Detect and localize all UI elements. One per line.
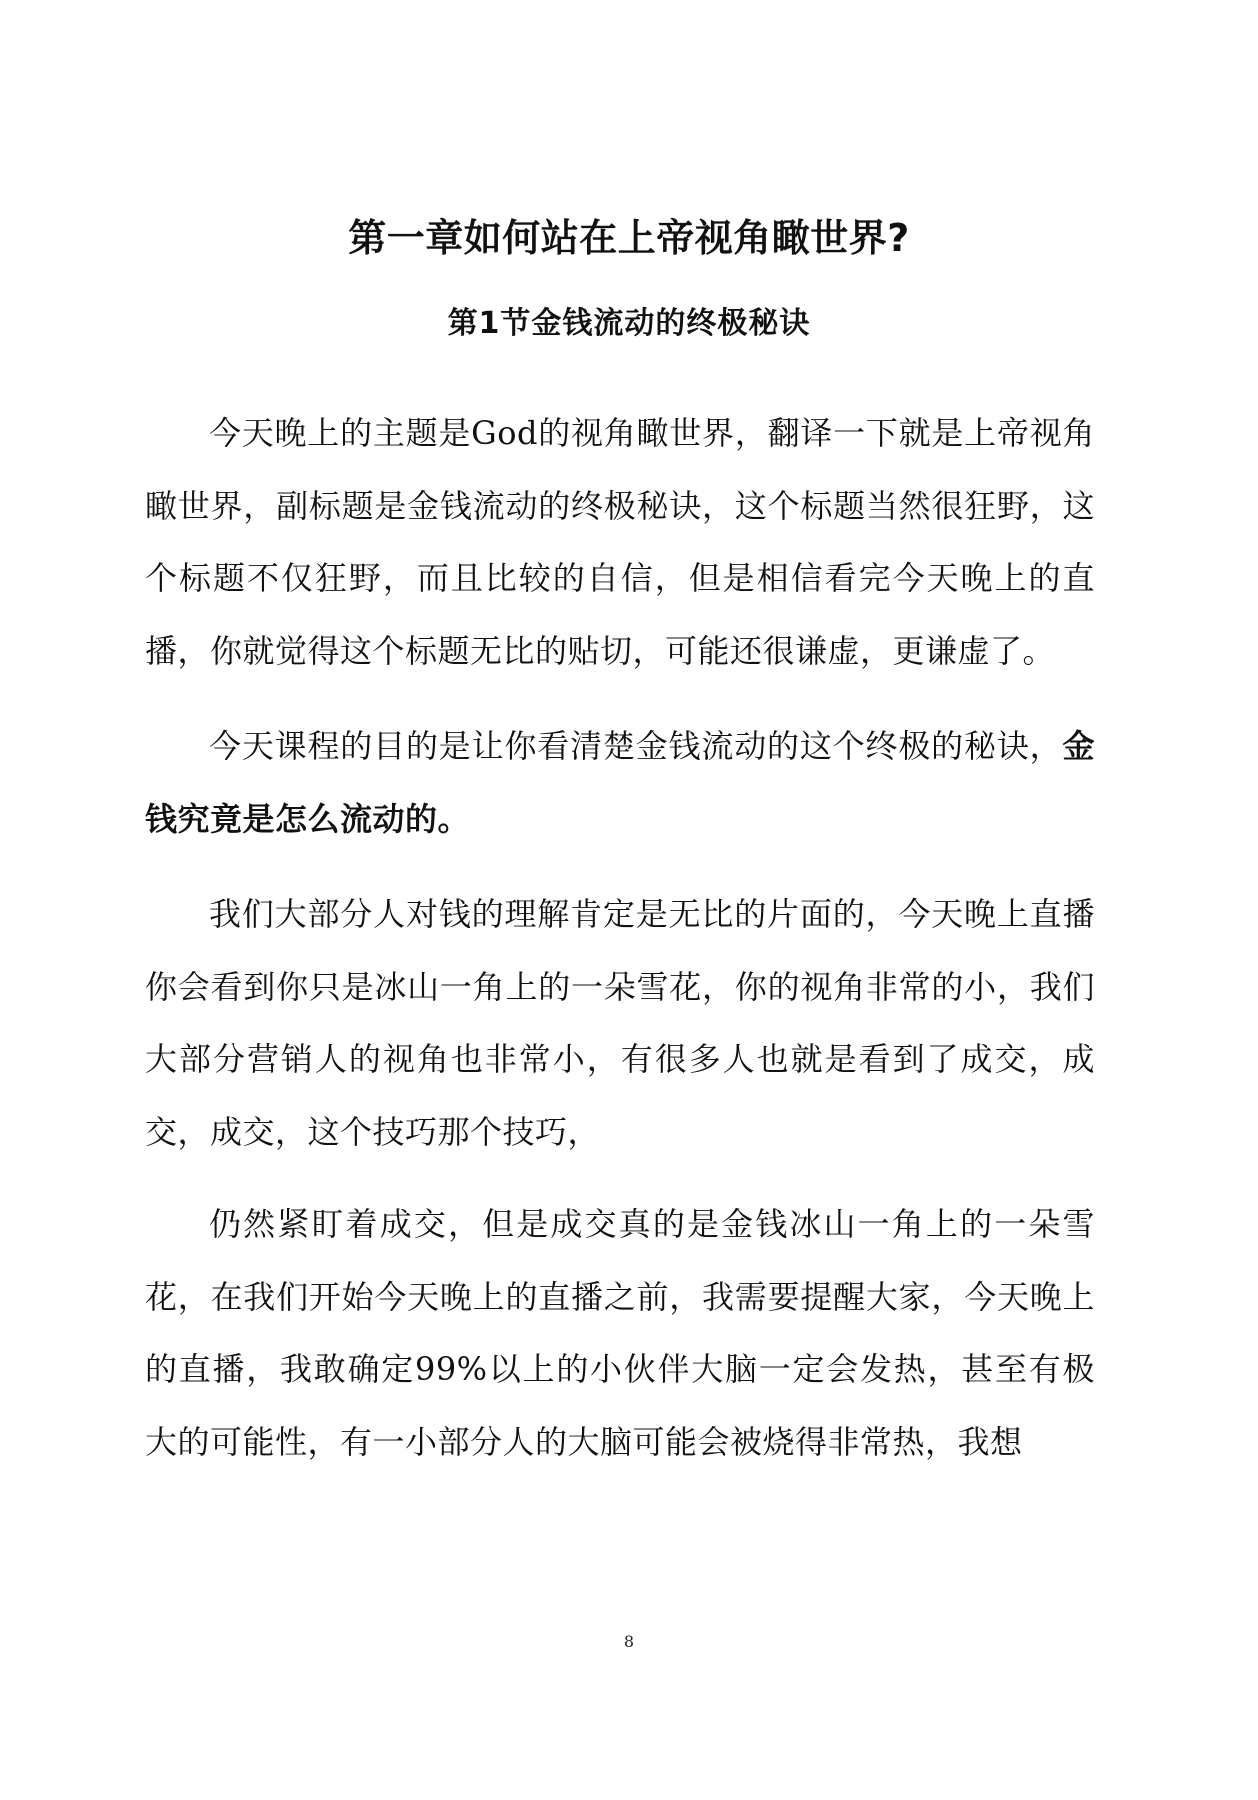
paragraph-2 [145, 710, 1095, 855]
paragraph-2-text: 今天课程的目的是让你看清楚金钱流动的这个终极的秘诀， [209, 727, 1063, 765]
paragraph-2-bold-text: 金钱究竟是怎么流动的。 [145, 727, 1095, 838]
page-number: 8 [623, 1632, 635, 1651]
chapter-title: 第一章如何站在上帝视角瞰世界? [348, 216, 910, 260]
paragraph-1: 今天晚上的主题是God的视角瞰世界，翻译一下就是上帝视角瞰世界，副标题是金钱流动的终极秘诀，这个标题当然很狂野，这个标题不仅狂野，而且比较的自信，但是相信看完今天晚上的直播，你就觉得这个标题无比的贴切，可能还很谦虚，更谦虚了。 [145, 414, 1095, 670]
paragraph-3: 我们大部分人对钱的理解肯定是无比的片面的，今天晚上直播你会看到你只是冰山一角上的一朵雪花，你的视角非常的小，我们大部分营销人的视角也非常小，有很多人也就是看到了成交，成交，成交，这个技巧那个技巧， [145, 895, 1095, 1151]
paragraph-4: 仍然紧盯着成交，但是成交真的是金钱冰山一角上的一朵雪花，在我们开始今天晚上的直播之前，我需要提醒大家，今天晚上的直播，我敢确定99%以上的小伙伴大脑一定会发热，甚至有极大的可能性，有一小部分人的大脑可能会被烧得非常热，我想 [145, 1205, 1095, 1461]
section-title: 第1节金钱流动的终极秘诀 [447, 306, 811, 341]
